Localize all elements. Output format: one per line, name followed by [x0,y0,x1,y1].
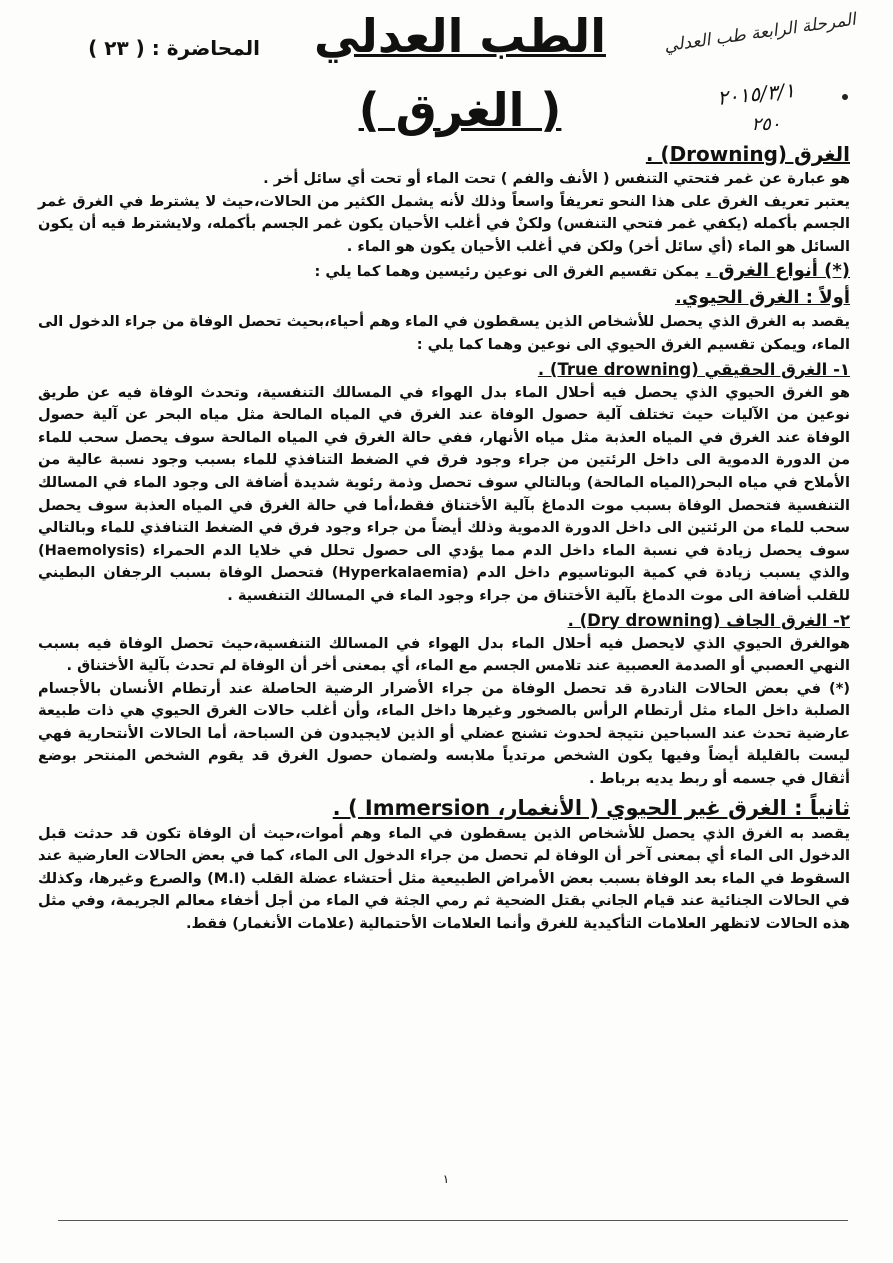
dry-drowning-paragraph: هوالغرق الحيوي الذي لايحصل فيه أحلال الماء بدل الهواء في المسالك التنفسية،حيث تحصل الوفاة فيه بسبب النهي العصبي أو الصدمة العصبية عند تلامس الجسم مع الماء، أي بمعنى أخر أن الوفاة لم تحدث بآلية الأختناق . [38,634,850,675]
definition-paragraph: هو عبارة عن غمر فتحتي التنفس ( الأنف والفم ) تحت الماء أو تحت أي سائل أخر . [263,170,850,187]
bottom-divider [58,1220,848,1221]
vital-drowning-paragraph: يقصد به الغرق الذي يحصل للأشخاص الذين يسقطون في الماء وهم أحياء،بحيث تحصل الوفاة من جراء الدخول الى الماء، ويمكن تقسيم الغرق الحيوي الى نوعين وهما كما يلي : [38,313,850,353]
section-heading-drowning: الغرق (Drowning) . [645,142,850,166]
handwritten-date: ٢٠١٥/٣/١ [715,77,797,111]
handwritten-note: المرحلة الرابعة طب العدلي [662,9,858,57]
types-heading-label: (*) أنواع الغرق . [705,260,850,282]
immersion-heading: ثانياً : الغرق غير الحيوي ( الأنغمار، Immersion ) . [332,795,850,820]
true-drowning-paragraph: هو الغرق الحيوي الذي يحصل فيه أحلال الماء بدل الهواء في المسالك التنفسية، وتحدث الوفاة فيه عن طريق نوعين من الآليات حيث تختلف آلية حصول الوفاة عند الغرق في المياه المالحة مثل مياه البحر عن آلية حصول الوفاة عند الغرق في المياه العذبة مثل مياه الأنهار، ففي حالة الغرق في المياه المالحة سوف يحصل سحب للماء من الدورة الدموية الى داخل الرئتين من جراء وجود فرق في الضغط التنافذي للماء بسبب وجود نسبة عالية من الأملاح في مياه البحر(المياه المالحة) وبالتالي سوف تحصل وذمة رئوية شديدة أضافة الى وجود الماء في المسالك التنفسية فتحصل الوفاة بسبب موت الدماغ بآلية الأختناق فقط،أما في حالة الغرق في المياه العذبة سوف يحصل سحب للماء من الرئتين الى داخل الدورة الدموية وذلك أيضاً من جراء وجود فرق في الضغط التنافذي للماء وبالتالي سوف يحصل زيادة في نسبة الماء داخل الدم مما يؤدي الى حصول تحلل في خلايا الدم الحمراء (Haemolysis) والذي يسبب زيادة في كمية البوتاسيوم داخل الدم (Hyperkalaemia) فتحصل الوفاة بسبب الرجفان البطيني للقلب أضافة الى موت الدماغ بآلية الأختناق من جراء وجود الماء في المسالك التنفسية . [38,383,850,604]
types-heading-intro: يمكن تقسيم الغرق الى نوعين رئيسين وهما كما يلي : [314,263,700,281]
document-body [38,140,850,936]
true-drowning-heading: ١- الغرق الحقيقي (True drowning) . [537,359,850,379]
lecture-number: المحاضرة : ( ٢٣ ) [88,36,260,60]
types-heading [38,258,850,285]
handwritten-number: ٢٥٠ [751,114,781,135]
page-number: ١ [442,1172,450,1186]
vital-drowning-heading: أولاً : الغرق الحيوي. [674,287,850,309]
rare-cases-paragraph: (*) في بعض الحالات النادرة قد تحصل الوفاة من جراء الأضرار الرضية الحاصلة عند أرتطام الأنسان بالأجسام الصلبة داخل الماء مثل أرتطام الرأس بالصخور وغيرها داخل الماء، وأن أغلب حالات الغرق الحيوي هي ذات طبيعة عارضية تحدث عند السباحين نتيجة لحدوث تشنج عضلي أو الذين لايجيدون فن السباحة، أما الحالات الأنتحارية فهي ليست بالقليلة أيضاً وفيها يكون الشخص مرتدياً ملابسه ولضمان حصول الغرق قد يقوم الشخص المنتحر بوضع أثقال في جسمه أو ربط يديه برباط . [38,679,850,788]
page-subtitle: ( الغرق ) [358,83,562,137]
immersion-paragraph: يقصد به الغرق الذي يحصل للأشخاص الذين يسقطون في الماء وهم أموات،حيث أن الوفاة تكون قد حدثت قبل الدخول الى الماء أي بمعنى آخر أن الوفاة لم تحصل من جراء الدخول الى الماء، كما في بعض الحالات العارضية عند السقوط في الماء بعد الوفاة بسبب بعض الأمراض الطبيعية مثل أحتشاء عضلة القلب (M.I) والصرع وغيرها، وكذلك في الحالات الجنائية عند قيام الجاني بقتل الضحية ثم رمي الجثة في الماء من أجل أخفاء معالم الجريمة، وفي مثل هذه الحالات لاتظهر العلامات التأكيدية للغرق وأنما العلامات الأحتمالية (علامات الأنغمار) فقط. [38,824,851,933]
dry-drowning-heading: ٢- الغرق الجاف (Dry drowning) . [567,610,850,630]
page-title: الطب العدلي [314,9,606,63]
ink-dot [842,94,848,100]
explanation-paragraph: يعتبر تعريف الغرق على هذا النحو تعريفاً واسعاً وذلك لأنه يشمل الكثير من الحالات،حيث لا يشترط في الغرق غمر الجسم بأكمله (يكفي غمر فتحي التنفس) ولكنْ في أغلب الأحيان يكون غمر الجسم بأكمله، ولايشترط فيه أن يكون السائل هو الماء (أي سائل أخر) ولكن في أغلب الأحيان يكون هو الماء . [38,192,850,255]
